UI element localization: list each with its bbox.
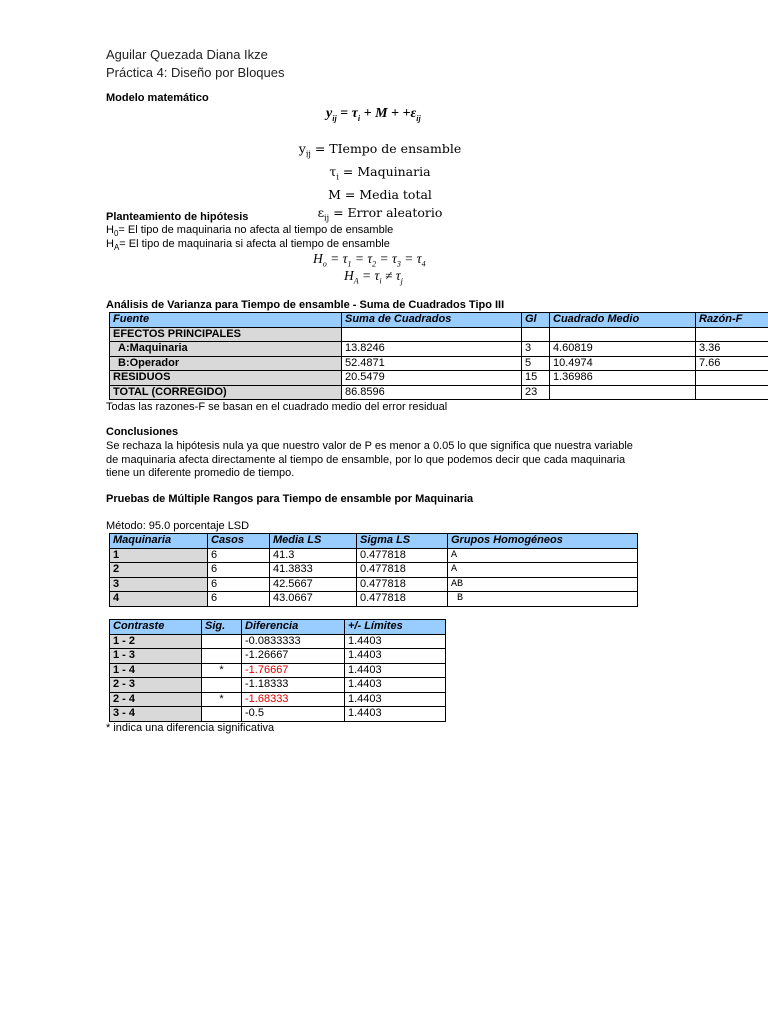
anova-gl: 23 bbox=[522, 385, 550, 400]
casos-cell: 6 bbox=[208, 577, 270, 592]
maquinaria-cell: 3 bbox=[110, 577, 208, 592]
anova-suma: 20.5479 bbox=[342, 371, 522, 386]
table-row bbox=[110, 592, 638, 607]
contraste-cell: 3 - 4 bbox=[110, 707, 202, 722]
table-row bbox=[110, 649, 446, 664]
model-definitions bbox=[280, 140, 480, 227]
anova-cm: 1.36986 bbox=[550, 371, 696, 386]
anova-header-row bbox=[110, 313, 768, 328]
anova-gl: 5 bbox=[522, 356, 550, 371]
anova-title: Análisis de Varianza para Tiempo de ensamble - Suma de Cuadrados Tipo III bbox=[106, 299, 505, 311]
anova-suma: 86.8596 bbox=[342, 385, 522, 400]
anova-cm: 4.60819 bbox=[550, 342, 696, 357]
table-row bbox=[110, 371, 768, 386]
contrast-header-row bbox=[110, 620, 446, 635]
author-name: Aguilar Quezada Diana Ikze bbox=[106, 47, 268, 62]
header-sigma: Sigma LS bbox=[357, 534, 448, 549]
sig-cell bbox=[202, 634, 242, 649]
anova-cm bbox=[550, 385, 696, 400]
model-heading: Modelo matemático bbox=[106, 92, 209, 104]
definition-y: $y_{ij}$ = TIempo de ensamble bbox=[298, 141, 462, 159]
anova-header-cm: Cuadrado Medio bbox=[550, 313, 696, 328]
media-cell: 41.3833 bbox=[270, 563, 357, 578]
casos-cell: 6 bbox=[208, 548, 270, 563]
definition-epsilon: $\varepsilon_{ij}$ = Error aleatorio bbox=[317, 204, 443, 222]
table-row bbox=[110, 577, 638, 592]
sig-cell: * bbox=[202, 692, 242, 707]
header-media: Media LS bbox=[270, 534, 357, 549]
diferencia-cell: -0.0833333 bbox=[242, 634, 345, 649]
definition-m: M = Media total bbox=[328, 187, 432, 202]
anova-gl: 3 bbox=[522, 342, 550, 357]
table-row bbox=[110, 342, 768, 357]
casos-cell: 6 bbox=[208, 592, 270, 607]
maquinaria-cell: 1 bbox=[110, 548, 208, 563]
grupo-cell: B bbox=[448, 592, 638, 607]
contraste-cell: 1 - 2 bbox=[110, 634, 202, 649]
header-maquinaria: Maquinaria bbox=[110, 534, 208, 549]
anova-note: Todas las razones-F se basan en el cuadrado medio del error residual bbox=[106, 401, 448, 413]
anova-fuente: B:Operador bbox=[110, 356, 342, 371]
limites-cell: 1.4403 bbox=[345, 634, 446, 649]
method-label: Método: 95.0 porcentaje LSD bbox=[106, 520, 250, 532]
conclusions-text bbox=[106, 440, 633, 481]
anova-section-row bbox=[110, 327, 768, 342]
limites-cell: 1.4403 bbox=[345, 692, 446, 707]
sigma-cell: 0.477818 bbox=[357, 577, 448, 592]
sigma-cell: 0.477818 bbox=[357, 548, 448, 563]
conclusions-heading: Conclusiones bbox=[106, 426, 179, 438]
hypothesis-h0-equation: $H_o = \tau_1 = \tau_2 = \tau_3 = \tau_4$ bbox=[313, 251, 426, 269]
multiple-range-heading: Pruebas de Múltiple Rangos para Tiempo de ensamble por Maquinaria bbox=[106, 493, 474, 505]
contrast-note: * indica una diferencia significativa bbox=[106, 722, 275, 734]
multiple-range-header-row bbox=[110, 534, 638, 549]
hypothesis-ha: $H_A= El$ tipo de maquinaria si afecta al tiempo de ensamble bbox=[106, 238, 390, 253]
anova-gl: 15 bbox=[522, 371, 550, 386]
diferencia-cell-significant: -1.76667 bbox=[242, 663, 345, 678]
header-diferencia: Diferencia bbox=[242, 620, 345, 635]
sigma-cell: 0.477818 bbox=[357, 563, 448, 578]
multiple-range-table bbox=[109, 533, 638, 607]
hypothesis-ha-equation: $H_A = \tau_i \ne \tau_j$ bbox=[344, 268, 403, 286]
table-row bbox=[110, 563, 638, 578]
maquinaria-cell: 2 bbox=[110, 563, 208, 578]
anova-f: 3.36 bbox=[696, 342, 768, 357]
limites-cell: 1.4403 bbox=[345, 707, 446, 722]
maquinaria-cell: 4 bbox=[110, 592, 208, 607]
sig-cell bbox=[202, 678, 242, 693]
conclusions-line: Se rechaza la hipótesis nula ya que nuestro valor de P es menor a 0.05 lo que significa que nuestra variable bbox=[106, 440, 633, 452]
anova-table bbox=[109, 312, 768, 400]
diferencia-cell: -1.18333 bbox=[242, 678, 345, 693]
anova-fuente: RESIDUOS bbox=[110, 371, 342, 386]
header-sig: Sig. bbox=[202, 620, 242, 635]
hypothesis-h0: $H_0= El$ tipo de maquinaria no afecta al tiempo de ensamble bbox=[106, 224, 394, 239]
table-row bbox=[110, 356, 768, 371]
table-row bbox=[110, 634, 446, 649]
model-equation: $y_{ij} = \tau_i + M + +\varepsilon_{ij}$ bbox=[326, 106, 421, 123]
contraste-cell: 1 - 4 bbox=[110, 663, 202, 678]
anova-fuente: A:Maquinaria bbox=[110, 342, 342, 357]
table-row bbox=[110, 678, 446, 693]
header-limites: +/- Límites bbox=[345, 620, 446, 635]
contraste-cell: 2 - 4 bbox=[110, 692, 202, 707]
grupo-cell: A bbox=[448, 563, 638, 578]
table-row bbox=[110, 692, 446, 707]
media-cell: 41.3 bbox=[270, 548, 357, 563]
table-row bbox=[110, 663, 446, 678]
document-title: Práctica 4: Diseño por Bloques bbox=[106, 65, 285, 80]
header-contraste: Contraste bbox=[110, 620, 202, 635]
sig-cell bbox=[202, 707, 242, 722]
sig-cell: * bbox=[202, 663, 242, 678]
anova-f: 7.66 bbox=[696, 356, 768, 371]
table-row bbox=[110, 548, 638, 563]
anova-header-suma: Suma de Cuadrados bbox=[342, 313, 522, 328]
definition-tau: $\tau_i$ = Maquinaria bbox=[329, 164, 431, 182]
table-row bbox=[110, 385, 768, 400]
anova-cm: 10.4974 bbox=[550, 356, 696, 371]
casos-cell: 6 bbox=[208, 563, 270, 578]
grupo-cell: A bbox=[448, 548, 638, 563]
contraste-cell: 1 - 3 bbox=[110, 649, 202, 664]
diferencia-cell: -1.26667 bbox=[242, 649, 345, 664]
limites-cell: 1.4403 bbox=[345, 678, 446, 693]
limites-cell: 1.4403 bbox=[345, 649, 446, 664]
anova-suma: 13.8246 bbox=[342, 342, 522, 357]
diferencia-cell: -0.5 bbox=[242, 707, 345, 722]
table-row bbox=[110, 707, 446, 722]
grupo-cell: AB bbox=[448, 577, 638, 592]
contraste-cell: 2 - 3 bbox=[110, 678, 202, 693]
diferencia-cell-significant: -1.68333 bbox=[242, 692, 345, 707]
header-casos: Casos bbox=[208, 534, 270, 549]
sig-cell bbox=[202, 649, 242, 664]
hypothesis-heading: Planteamiento de hipótesis bbox=[106, 211, 249, 223]
anova-header-gl: Gl bbox=[522, 313, 550, 328]
anova-f bbox=[696, 371, 768, 386]
media-cell: 43.0667 bbox=[270, 592, 357, 607]
contrast-table bbox=[109, 619, 446, 722]
anova-header-fuente: Fuente bbox=[110, 313, 342, 328]
conclusions-line: de maquinaria afecta directamente al tiempo de ensamble, por lo que podemos decir que cada maquinaria bbox=[106, 453, 626, 466]
sigma-cell: 0.477818 bbox=[357, 592, 448, 607]
anova-section-label: EFECTOS PRINCIPALES bbox=[110, 327, 342, 342]
anova-fuente: TOTAL (CORREGIDO) bbox=[110, 385, 342, 400]
anova-suma: 52.4871 bbox=[342, 356, 522, 371]
anova-f bbox=[696, 385, 768, 400]
header-grupos: Grupos Homogéneos bbox=[448, 534, 638, 549]
anova-header-f: Razón-F bbox=[696, 313, 768, 328]
limites-cell: 1.4403 bbox=[345, 663, 446, 678]
media-cell: 42.5667 bbox=[270, 577, 357, 592]
conclusions-line: tiene un diferente promedio de tiempo. bbox=[106, 467, 295, 479]
